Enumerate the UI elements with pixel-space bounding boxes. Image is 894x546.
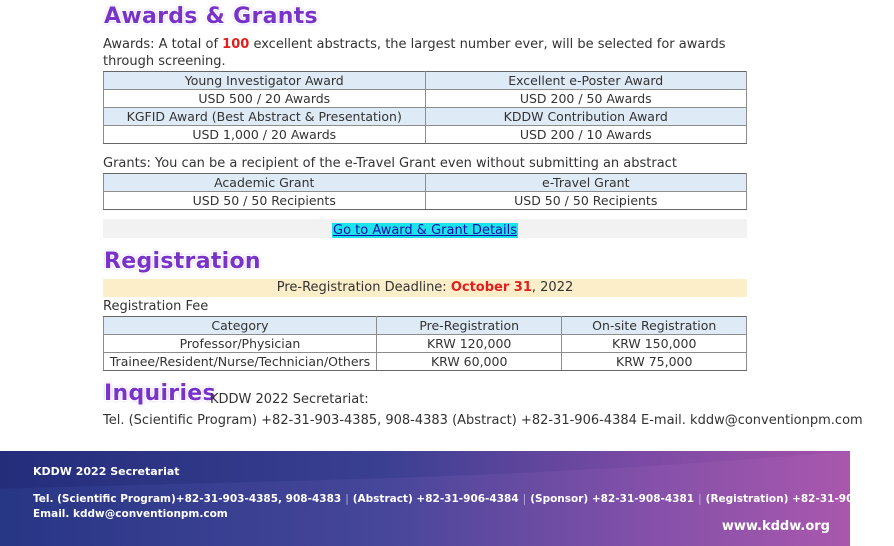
footer-email: Email. kddw@conventionpm.com: [33, 508, 228, 520]
table-row: [104, 108, 747, 126]
footer-tel-abstract: (Abstract) +82-31-906-4384: [352, 493, 519, 505]
awards-heading: Awards & Grants: [104, 4, 318, 29]
award-amount: USD 200 / 10 Awards: [425, 126, 747, 144]
award-details-link[interactable]: Go to Award & Grant Details: [333, 223, 517, 238]
table-row: [104, 335, 747, 353]
fee-pre: KRW 60,000: [376, 353, 562, 371]
awards-count: 100: [222, 37, 250, 52]
registration-fee-label: Registration Fee: [103, 299, 209, 314]
awards-intro-prefix: Awards: A total of: [103, 37, 223, 52]
table-row: [104, 126, 747, 144]
deadline-date: October 31: [450, 280, 532, 295]
fee-category: Professor/Physician: [104, 335, 377, 353]
registration-fee-table: [103, 316, 747, 371]
award-amount: USD 200 / 50 Awards: [425, 90, 747, 108]
footer-tel-scientific: Tel. (Scientific Program)+82-31-903-4385, 908-4383: [33, 493, 342, 505]
footer-banner: [0, 451, 894, 546]
column-header: Pre-Registration: [376, 317, 562, 335]
column-header: Category: [104, 317, 377, 335]
grants-table: [103, 173, 747, 210]
table-row: [104, 174, 747, 192]
footer-separator: |: [522, 493, 527, 505]
footer-separator: |: [345, 493, 349, 505]
footer-tel-sponsor: (Sponsor) +82-31-908-4381: [530, 493, 695, 505]
footer-tel-registration: (Registration) +82-31-906-4388: [705, 493, 894, 505]
column-header: On-site Registration: [562, 317, 747, 335]
grants-intro: Grants: You can be a recipient of the e-Travel Grant even without submitting an abstract: [103, 156, 677, 171]
footer-title: KDDW 2022 Secretariat: [33, 465, 180, 478]
awards-table: [103, 71, 747, 144]
award-name: KDDW Contribution Award: [425, 108, 747, 126]
inquiries-heading: Inquiries: [104, 381, 216, 406]
award-name: KGFID Award (Best Abstract & Presentation): [104, 108, 426, 126]
table-header-row: [104, 317, 747, 335]
table-row: [104, 192, 747, 210]
footer-tel-line: [33, 493, 894, 505]
inquiries-subtitle: KDDW 2022 Secretariat:: [210, 392, 369, 407]
fee-pre: KRW 120,000: [376, 335, 562, 353]
grant-name: Academic Grant: [104, 174, 426, 192]
fee-onsite: KRW 75,000: [562, 353, 747, 371]
registration-heading: Registration: [104, 249, 261, 274]
fee-onsite: KRW 150,000: [562, 335, 747, 353]
grant-amount: USD 50 / 50 Recipients: [104, 192, 426, 210]
awards-intro-suffix: excellent abstracts, the largest number ever, will be selected for awards through screening.: [103, 37, 726, 69]
award-details-bar: [103, 219, 747, 238]
grant-amount: USD 50 / 50 Recipients: [425, 192, 747, 210]
footer-url[interactable]: www.kddw.org: [721, 519, 830, 534]
inquiries-contact: Tel. (Scientific Program) +82-31-903-4385, 908-4383 (Abstract) +82-31-906-4384 E-mail. kddw@conventionpm.com: [103, 413, 863, 428]
awards-intro: [103, 36, 743, 70]
footer-separator: |: [698, 493, 702, 505]
award-name: Excellent e-Poster Award: [425, 72, 747, 90]
award-amount: USD 500 / 20 Awards: [104, 90, 426, 108]
award-name: Young Investigator Award: [104, 72, 426, 90]
table-row: [104, 72, 747, 90]
deadline-bar: [103, 279, 747, 297]
fee-category: Trainee/Resident/Nurse/Technician/Others: [104, 353, 377, 371]
table-row: [104, 353, 747, 371]
table-row: [104, 90, 747, 108]
deadline-year: , 2022: [531, 280, 574, 295]
deadline-label: Pre-Registration Deadline:: [276, 280, 451, 295]
award-amount: USD 1,000 / 20 Awards: [104, 126, 426, 144]
grant-name: e-Travel Grant: [425, 174, 747, 192]
